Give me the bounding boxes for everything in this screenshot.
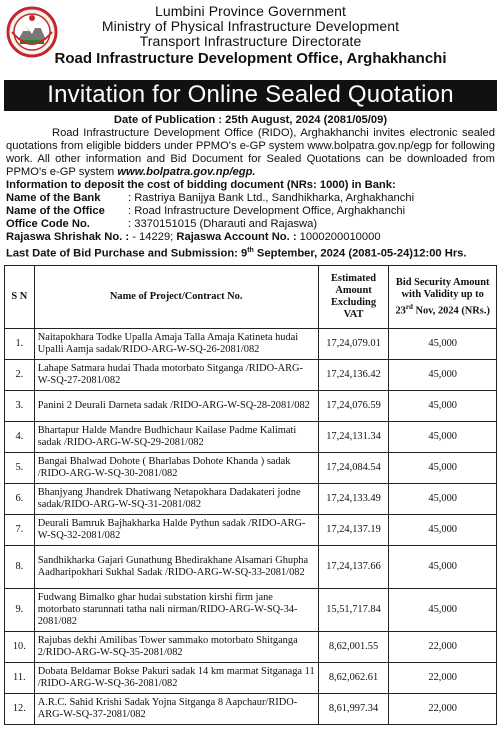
row-amount: 17,24,133.49 [318,483,389,514]
row-amount: 17,24,137.19 [318,514,389,545]
office-code-label: Office Code No. [6,218,90,230]
row-name: Sandhikharka Gajari Gunathung Bhedirakhane Alsamari Ghupha Aadharipokhari Sukhal Sadak /RIDO-ARG-W-SQ-33-2081/082 [34,545,318,588]
egp-url: www.bolpatra.gov.np/egp. [117,166,256,178]
row-name: Bhartapur Halde Mandre Budhichaur Kailase Padme Kalimati sadak /RIDO-ARG-W-SQ-29-2081/082 [34,421,318,452]
header-line-government: Lumbini Province Government [154,3,346,19]
row-security: 45,000 [389,514,497,545]
row-name: Fudwang Bimalko ghar hudai substation kirshi firm jane motorbato starunnati tatha nali nirman/RIDO-ARG-W-SQ-34-2081/082 [34,588,318,631]
last-date-day: 9 [240,247,248,260]
notice-info [4,111,497,261]
bank-value: : Rastriya Banijya Bank Ltd., Sandhikharka, Arghakhanchi [128,192,415,204]
rajaswa-account-label: Rajaswa Account No. : [176,231,297,243]
row-name: Dobata Beldamar Bokse Pakuri sadak 14 km marmat Sitganaga 11 /RIDO-ARG-W-SQ-36-2081/082 [34,662,318,693]
row-security: 22,000 [389,662,497,693]
row-sn: 5. [5,452,35,483]
row-security: 45,000 [389,328,497,359]
table-row [5,421,497,452]
header-security-post: Nov, 2024 (NRs.) [412,304,490,316]
rajaswa-row [6,231,495,244]
table-row [5,452,497,483]
row-security: 45,000 [389,359,497,390]
invitation-text: Road Infrastructure Development Office (RIDO), Arghakhanchi invites electronic sealed quotations from eligible bidders under PPMO's e-GP system www.bolpatra.gov.np/egp for following work. All other information and Bid Document for Sealed Quotations can be downloaded from PPMO's e-GP system [6,127,495,178]
deposit-info: Information to deposit the cost of bidding document (NRs: 1000) in Bank: [6,179,396,191]
office-label: Name of the Office [6,205,105,217]
header-line-office: Road Infrastructure Development Office, Arghakhanchi [54,50,447,67]
header-security [389,265,497,328]
row-security: 45,000 [389,390,497,421]
rajaswa-shrishak-value: - 14229; [129,231,177,243]
table-row [5,545,497,588]
row-sn: 6. [5,483,35,514]
header-line-directorate: Transport Infrastructure Directorate [139,33,362,49]
table-row [5,483,497,514]
rajaswa-account-value: 1000200010000 [296,231,381,243]
row-sn: 3. [5,390,35,421]
row-name: Bangai Bhalwad Dohote ( Bharlabas Dohote Khanda ) sadak /RIDO-ARG-W-SQ-30-2081/082 [34,452,318,483]
row-sn: 11. [5,662,35,693]
header-sn: S N [5,265,35,328]
row-amount: 17,24,084.54 [318,452,389,483]
header-security-sup: rd [405,302,413,311]
bank-row [6,192,495,205]
table-header-row [5,265,497,328]
row-sn: 8. [5,545,35,588]
row-name: Rajubas dekhi Amilibas Tower sammako motorbato Shitganga 2/RIDO-ARG-W-SQ-35-2081/082 [34,631,318,662]
table-row [5,514,497,545]
header-amount: Estimated Amount Excluding VAT [318,265,389,328]
notice-title-banner: Invitation for Online Sealed Quotation [4,80,497,111]
office-code-row [6,218,495,231]
row-amount: 17,24,076.59 [318,390,389,421]
row-amount: 8,62,062.61 [318,662,389,693]
table-row [5,588,497,631]
row-security: 22,000 [389,693,497,724]
row-amount: 8,62,001.55 [318,631,389,662]
row-amount: 17,24,136.42 [318,359,389,390]
row-name: Naitapokhara Todke Upalla Amaja Talla Amaja Katineta hudai Upalli Aamja sadak/RIDO-ARG-W-SQ-26-2081/082 [34,328,318,359]
row-sn: 4. [5,421,35,452]
row-amount: 15,51,717.84 [318,588,389,631]
row-sn: 9. [5,588,35,631]
row-amount: 17,24,079.01 [318,328,389,359]
projects-table [4,265,497,725]
table-row [5,662,497,693]
last-date-prefix: Last Date of Bid Purchase and Submission: [6,247,241,260]
nepal-emblem-icon [6,6,58,58]
last-date-rest: September, 2024 (2081-05-24)12:00 Hrs. [253,247,467,260]
header-line-ministry: Ministry of Physical Infrastructure Development [101,18,400,34]
header-name: Name of Project/Contract No. [34,265,318,328]
publication-date: Date of Publication : 25th August, 2024 (2081/05/09) [113,114,388,126]
row-name: A.R.C. Sahid Krishi Sadak Yojna Sitganga 8 Aapchaur/RIDO-ARG-W-SQ-37-2081/082 [34,693,318,724]
row-sn: 1. [5,328,35,359]
row-security: 45,000 [389,545,497,588]
last-date-row [6,244,495,261]
table-row [5,693,497,724]
row-name: Bhanjyang Jhandrek Dhatiwang Netapokhara Dadakateri jodne sadak/RIDO-ARG-W-SQ-31-2081/082 [34,483,318,514]
row-security: 45,000 [389,588,497,631]
header [4,2,497,80]
row-sn: 12. [5,693,35,724]
row-amount: 8,61,997.34 [318,693,389,724]
office-code-value: : 3370151015 (Dharauti and Rajaswa) [128,218,318,230]
row-name: Panini 2 Deurali Darneta sadak /RIDO-ARG-W-SQ-28-2081/082 [34,390,318,421]
row-amount: 17,24,131.34 [318,421,389,452]
office-row [6,205,495,218]
office-value: : Road Infrastructure Development Office, Arghakhanchi [128,205,406,217]
row-name: Lahape Satmara hudai Thada motorbato Sitganga /RIDO-ARG-W-SQ-27-2081/082 [34,359,318,390]
table-row [5,390,497,421]
table-row [5,328,497,359]
row-security: 45,000 [389,483,497,514]
bank-label: Name of the Bank [6,192,101,204]
row-sn: 10. [5,631,35,662]
header-security-pre: Bid Security Amount with Validity up to 23 [395,276,490,316]
row-sn: 2. [5,359,35,390]
row-security: 45,000 [389,452,497,483]
row-security: 45,000 [389,421,497,452]
row-amount: 17,24,137.66 [318,545,389,588]
row-name: Deurali Bamruk Bajhakharka Halde Pythun sadak /RIDO-ARG-W-SQ-32-2081/082 [34,514,318,545]
invitation-paragraph [6,127,495,179]
last-date-sup: th [247,247,254,254]
row-sn: 7. [5,514,35,545]
table-row [5,359,497,390]
row-security: 22,000 [389,631,497,662]
rajaswa-shrishak-label: Rajaswa Shrishak No. : [6,231,130,243]
table-row [5,631,497,662]
